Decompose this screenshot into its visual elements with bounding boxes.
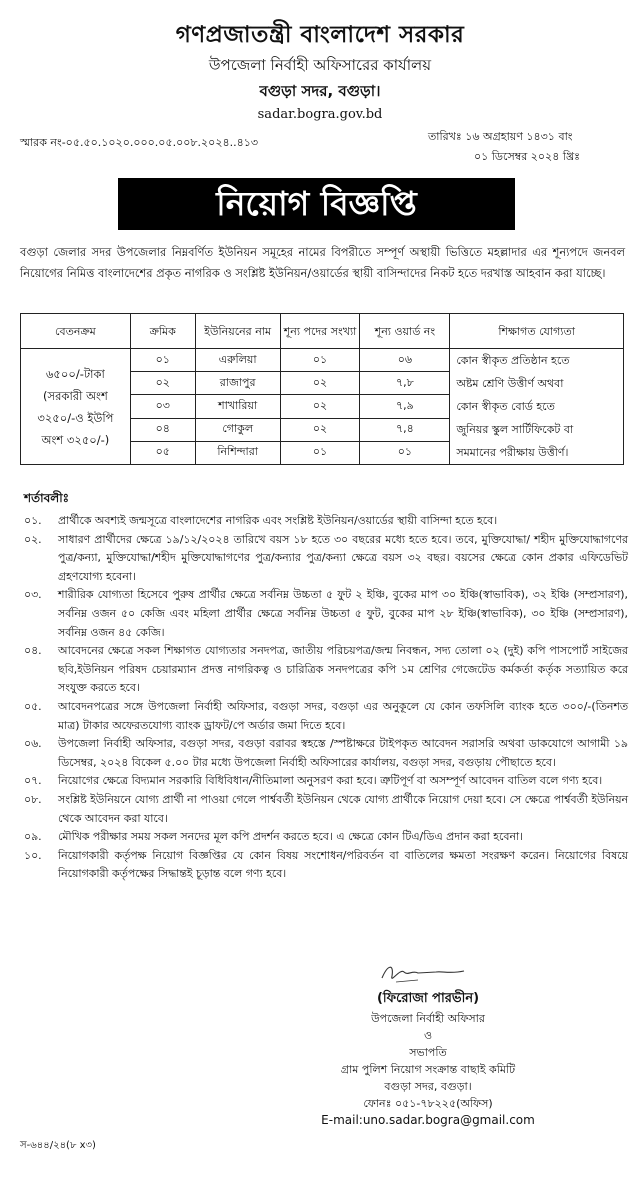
cell-union: রাজাপুর [195, 372, 280, 395]
phone-number: ফোনঃ ০৫১-৭৮২২৫(অফিস) [363, 1097, 493, 1110]
table-header-cell: শূন্য পদের সংখ্যা [280, 314, 360, 349]
cell-serial: ০৩ [130, 395, 195, 418]
cell-ward: ৭,৪ [360, 418, 450, 441]
condition-number: ০৪. [24, 644, 42, 658]
handwritten-signature [378, 958, 468, 988]
condition-item [20, 735, 628, 772]
condition-number: ০৫. [24, 699, 42, 713]
intro-paragraph: বগুড়া জেলার সদর উপজেলার নিম্নবর্ণিত ইউনিয়ন সমূহের নামের বিপরীতে সম্পূর্ণ অস্থায়ী ভিত্তিতে মহল্লাদার এর শূন্যপদে জনবল নিয়োগের নিমিত্ত বাংলাদেশের প্রকৃত নাগরিক ও সংশ্লিষ্ট ইউনিয়ন/ওয়ার্ডের স্থায়ী বাসিন্দাদের নিকট হতে দরখাস্ত আহবান করা যাচ্ছে। [20, 245, 625, 280]
cell-posts: ০২ [280, 418, 360, 441]
condition-item [20, 512, 628, 531]
cell-union: এরুলিয়া [195, 349, 280, 372]
government-title: গণপ্রজাতন্ত্রী বাংলাদেশ সরকার [175, 22, 465, 48]
table-header-cell: শিক্ষাগত যোগ্যতা [450, 314, 624, 349]
cell-posts: ০২ [280, 372, 360, 395]
cell-union: নিশিন্দারা [195, 441, 280, 464]
reference-code: স-৬৪৪/২৪(৮ x৩) [20, 1140, 96, 1151]
cell-ward: ০৬ [360, 349, 450, 372]
signature-block [248, 988, 608, 1129]
conditions-list [20, 512, 628, 884]
condition-item [20, 642, 628, 698]
table-header-cell: ক্রমিক [130, 314, 195, 349]
office-name: উপজেলা নির্বাহী অফিসারের কার্যালয় [208, 56, 432, 74]
condition-item [20, 828, 628, 847]
condition-text: উপজেলা নির্বাহী অফিসার, বগুড়া সদর, বগুড়া বরাবর স্বহস্তে /স্পষ্টাক্ষরে টাইপকৃত আবেদন সরাসরি অথবা ডাকযোগে আগামী ১৯ ডিসেম্বর, ২০২৪ বিকেল ৫.০০ টার মধ্যে উপজেলা নির্বাহী অফিসারের কার্যালয়, বগুড়া সদর, বগুড়ায় পৌছাতে হবে। [58, 737, 628, 769]
condition-item [20, 586, 628, 642]
signatory-place: বগুড়া সদর, বগুড়া। [384, 1080, 472, 1093]
condition-number: ০৯. [24, 830, 42, 844]
qualification-line: জুনিয়র স্কুল সার্টিফিকেট বা [456, 423, 574, 436]
table-header-cell: শূন্য ওয়ার্ড নং [360, 314, 450, 349]
signatory-designation: উপজেলা নির্বাহী অফিসার [371, 1012, 485, 1025]
condition-text: শারীরিক যোগ্যতা হিসেবে পুরুষ প্রার্থীর ক্ষেত্রে সর্বনিম্ন উচ্চতা ৫ ফুট ২ ইঞ্চি, বুকের মাপ ৩০ ইঞ্চি(স্বাভাবিক), ৩২ ইঞ্চি (সম্প্রসারণ), সর্বনিম্ন ওজন ৫০ কেজি এবং মহিলা প্রার্থীর ক্ষেত্রে সর্বনিম্ন উচ্চতা ৫ ফুট, বুকের মাপ ২৮ ইঞ্চি(স্বাভাবিক), ৩০ ইঞ্চি (সম্প্রসারণ), সর্বনিম্ন ওজন ৪৫ কেজি। [58, 588, 628, 639]
date-label: তারিখঃ [428, 130, 462, 143]
vacancy-table [20, 313, 624, 465]
salary-line: (সরকারী অংশ [43, 388, 108, 403]
date-bangla: ১৬ অগ্রহায়ণ ১৪৩১ বাং [465, 130, 573, 143]
condition-number: ০২. [24, 532, 42, 546]
date-block [428, 127, 580, 167]
table-header-cell: ইউনিয়নের নাম [195, 314, 280, 349]
cell-serial: ০৫ [130, 441, 195, 464]
signatory-name: (ফিরোজা পারভীন) [376, 991, 480, 1006]
table-header-row [21, 314, 624, 349]
email-address[interactable]: E-mail:uno.sadar.bogra@gmail.com [321, 1113, 535, 1127]
condition-text: আবেদনপত্রের সঙ্গে উপজেলা নির্বাহী অফিসার, বগুড়া সদর, বগুড়া এর অনুকূলে যে কোন তফসিলি ব্যাংক হতে ৩০০/-(তিনশত মাত্র) টাকার অফেরতযোগ্য ব্যাংক ড্রাফট/পে অর্ডার জমা দিতে হবে। [58, 699, 628, 732]
condition-item [20, 698, 628, 735]
table-header-cell: বেতনক্রম [21, 314, 131, 349]
condition-number: ১০. [24, 848, 42, 862]
condition-item [20, 791, 628, 828]
condition-text: মৌখিক পরীক্ষার সময় সকল সনদের মূল কপি প্রদর্শন করতে হবে। এ ক্ষেত্রে কোন টিএ/ডিএ প্রদান করা হবেনা। [58, 830, 523, 844]
condition-number: ০৮. [24, 792, 42, 806]
qualification-line: সমমানের পরীক্ষায় উত্তীর্ণ। [456, 446, 569, 459]
table-row [21, 349, 624, 372]
cell-posts: ০১ [280, 441, 360, 464]
condition-item [20, 847, 628, 884]
notice-title-banner: নিয়োগ বিজ্ঞপ্তি [118, 178, 515, 230]
cell-ward: ০১ [360, 441, 450, 464]
cell-serial: ০৪ [130, 418, 195, 441]
table-body [21, 349, 624, 465]
website-link[interactable]: sadar.bogra.gov.bd [257, 107, 383, 122]
condition-number: ০৭. [24, 774, 42, 788]
date-english: ০১ ডিসেম্বর ২০২৪ খ্রিঃ [474, 150, 581, 163]
cell-serial: ০২ [130, 372, 195, 395]
condition-text: সংশ্লিষ্ট ইউনিয়নে যোগ্য প্রার্থী না পাওয়া গেলে পার্শ্ববর্তী ইউনিয়ন থেকে যোগ্য প্রার্থীকে নিয়োগ দেয়া হবে। সে ক্ষেত্রে পার্শ্ববর্তী ইউনিয়ন থেকে আবেদন করা যাবে। [58, 792, 628, 825]
cell-union: শাখারিয়া [195, 395, 280, 418]
cell-union: গোকুল [195, 418, 280, 441]
condition-number: ০৬. [24, 737, 42, 751]
salary-line: অংশ ৩২৫০/-) [41, 432, 110, 447]
office-location: বগুড়া সদর, বগুড়া। [259, 82, 381, 100]
condition-number: ০৩. [24, 588, 42, 602]
cell-ward: ৭,৮ [360, 372, 450, 395]
condition-number: ০১. [24, 514, 42, 527]
condition-item [20, 531, 628, 587]
cell-posts: ০১ [280, 349, 360, 372]
signatory-and: ও [423, 1029, 433, 1042]
condition-text: প্রার্থীকে অবশ্যই জন্মসূত্রে বাংলাদেশের নাগরিক এবং সংশ্লিষ্ট ইউনিয়ন/ওয়ার্ডের স্থায়ী বাসিন্দা হতে হবে। [58, 514, 498, 527]
salary-line: ৩২৫০/-ও ইউপি [37, 410, 114, 425]
cell-serial: ০১ [130, 349, 195, 372]
qualification-line: কোন স্বীকৃত প্রতিষ্ঠান হতে [456, 354, 570, 367]
qualification-cell [450, 349, 624, 465]
salary-cell [21, 349, 131, 465]
condition-item [20, 772, 628, 791]
cell-ward: ৭,৯ [360, 395, 450, 418]
condition-text: নিয়োগকারী কর্তৃপক্ষ নিয়োগ বিজ্ঞপ্তির যে কোন বিষয় সংশোধন/পরিবর্তন বা বাতিলের ক্ষমতা সংরক্ষণ করেন। নিয়োগের বিষয়ে নিয়োগকারী কর্তৃপক্ষের সিদ্ধান্তই চূড়ান্ত বলে গণ্য হবে। [58, 848, 628, 881]
signatory-role: সভাপতি [409, 1046, 447, 1059]
committee-name: গ্রাম পুলিশ নিয়োগ সংক্রান্ত বাছাই কমিটি [340, 1063, 516, 1076]
condition-text: সাধারণ প্রার্থীদের ক্ষেত্রে ১৯/১২/২০২৪ তারিখে বয়স ১৮ হতে ৩০ বছরের মধ্যে হতে হবে। তবে, মুক্তিযোদ্ধা/ শহীদ মুক্তিযোদ্ধাগণের পুত্র/কন্যা, মুক্তিযোদ্ধা/শহীদ মুক্তিযোদ্ধাগণের পুত্র/কন্যার পুত্র/কন্যা ক্ষেত্রে বয়স ৩২ বছর। বয়সের ক্ষেত্রে কোন প্রকার এফিডেভিট গ্রহণযোগ্য হবেনা। [58, 532, 628, 583]
memo-number: স্মারক নং-০৫.৫০.১০২০.০০০.০৫.০০৮.২০২৪..৪১৩ [20, 136, 259, 149]
cell-posts: ০২ [280, 395, 360, 418]
salary-line: ৬৫০০/-টাকা [45, 366, 105, 381]
condition-text: নিয়োগের ক্ষেত্রে বিদ্যমান সরকারি বিধিবিধান/নীতিমালা অনুসরণ করা হবে। ত্রুটিপূর্ণ বা অসম্পূর্ণ আবেদন বাতিল বলে গণ্য হবে। [58, 774, 603, 788]
conditions-title: শর্তাবলীঃ [24, 491, 70, 505]
condition-text: আবেদনের ক্ষেত্রে সকল শিক্ষাগত যোগ্যতার সনদপত্র, জাতীয় পরিচয়পত্র/জন্ম নিবন্ধন, সদ্য তোলা ০২ (দুই) কপি পাসপোর্ট সাইজের ছবি,ইউনিয়ন পরিষদ চেয়ারম্যান প্রদত্ত নাগরিকত্ব ও চারিত্রিক সনদপত্রের কপি ১ম শ্রেণির গেজেটেড কর্মকর্তা কর্তৃক সত্যায়িত করে সংযুক্ত করতে হবে। [58, 644, 628, 695]
qualification-line: অষ্টম শ্রেণি উত্তীর্ণ অথবা [456, 377, 564, 390]
qualification-line: কোন স্বীকৃত বোর্ড হতে [456, 400, 555, 413]
